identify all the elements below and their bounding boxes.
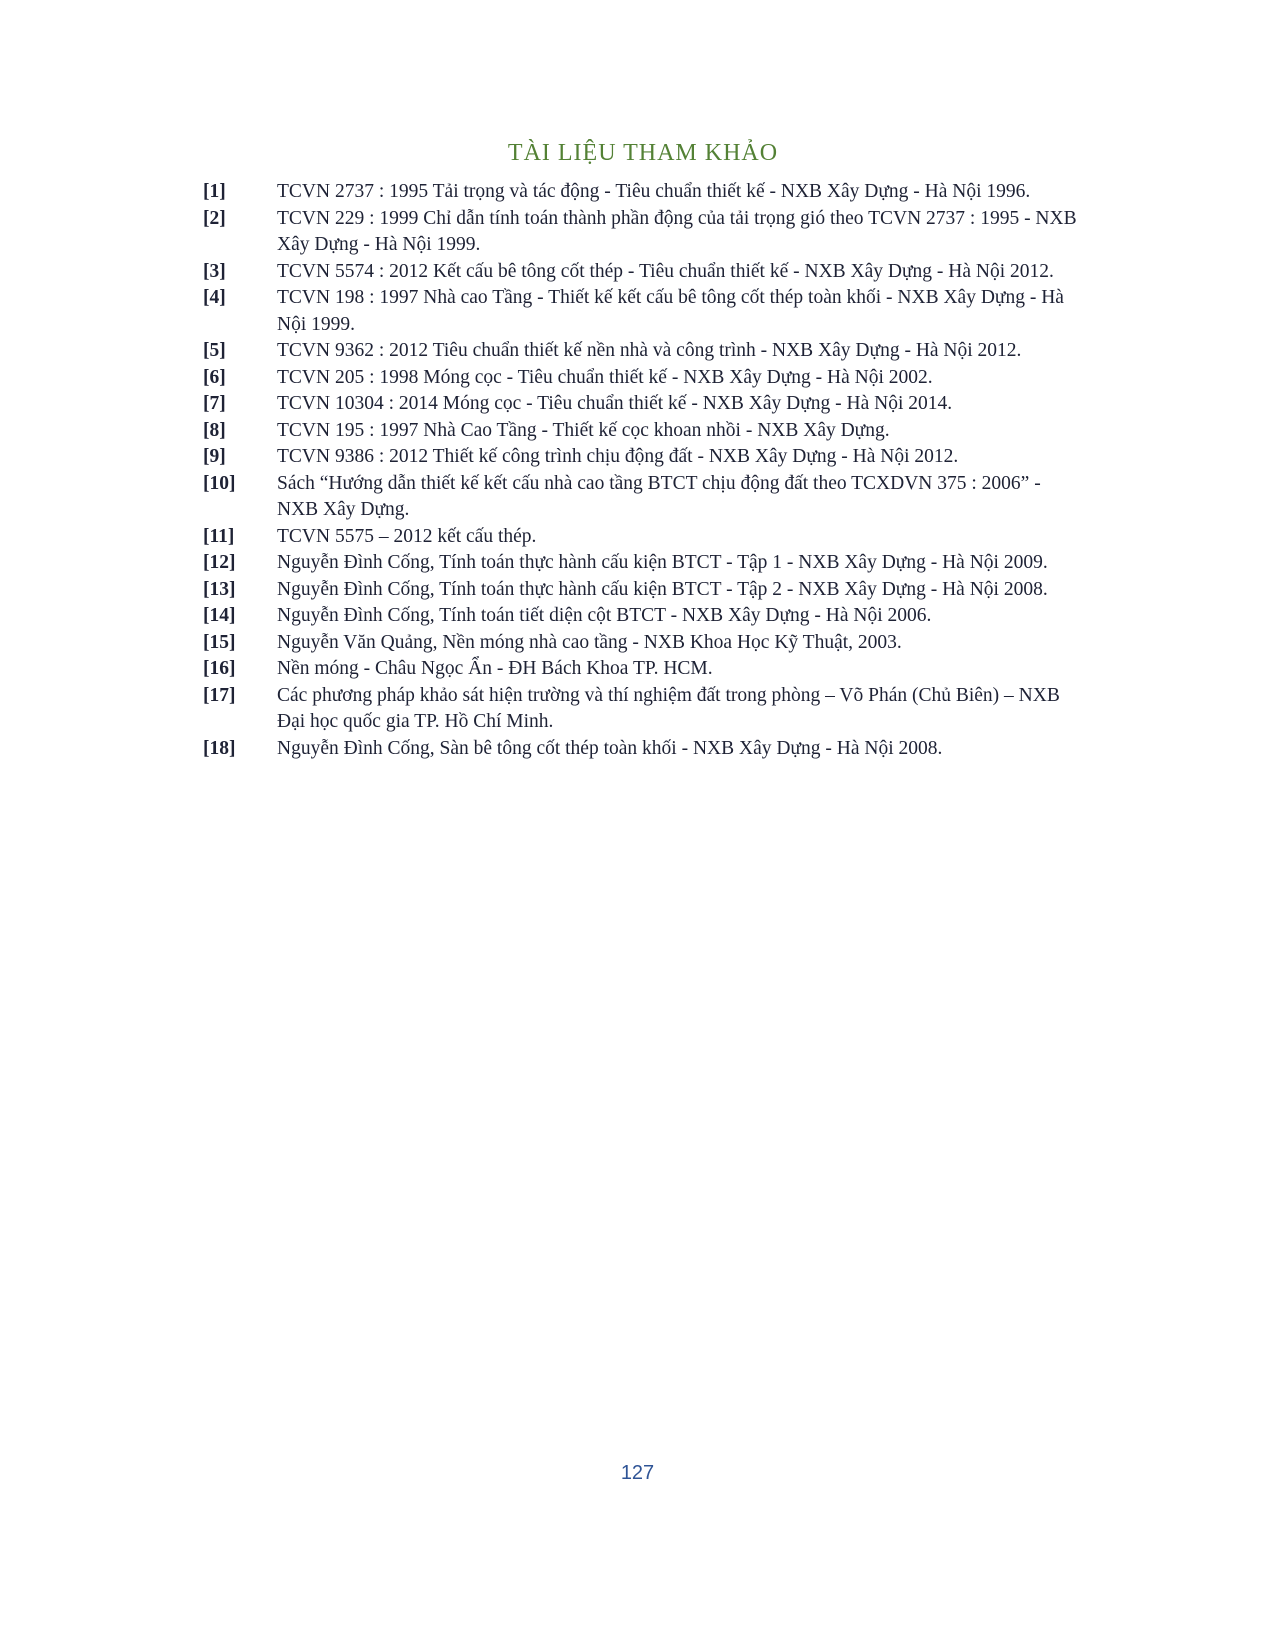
reference-text: Sách “Hướng dẫn thiết kế kết cấu nhà cao tầng BTCT chịu động đất theo TCXDVN 375 : 2006” - NXB Xây Dựng. bbox=[277, 472, 1041, 520]
reference-item bbox=[203, 577, 1083, 604]
reference-text: Nguyễn Đình Cống, Sàn bê tông cốt thép toàn khối - NXB Xây Dựng - Hà Nội 2008. bbox=[277, 737, 943, 759]
reference-number: [13] bbox=[203, 578, 236, 600]
reference-number: [10] bbox=[203, 472, 236, 494]
reference-text: TCVN 10304 : 2014 Móng cọc - Tiêu chuẩn thiết kế - NXB Xây Dựng - Hà Nội 2014. bbox=[277, 393, 953, 414]
reference-number: [1] bbox=[203, 181, 226, 202]
reference-text: TCVN 9362 : 2012 Tiêu chuẩn thiết kế nền nhà và công trình - NXB Xây Dựng - Hà Nội 2012. bbox=[277, 340, 1022, 361]
reference-number: [7] bbox=[203, 393, 226, 414]
page-number: 127 bbox=[620, 1462, 655, 1484]
reference-list bbox=[203, 179, 1083, 762]
reference-text: Nền móng - Châu Ngọc Ẩn - ĐH Bách Khoa TP. HCM. bbox=[277, 658, 713, 679]
reference-item bbox=[203, 179, 1083, 206]
reference-item bbox=[203, 630, 1083, 657]
reference-number: [2] bbox=[203, 207, 226, 229]
reference-text: TCVN 198 : 1997 Nhà cao Tầng - Thiết kế kết cấu bê tông cốt thép toàn khối - NXB Xây Dựng - Hà Nội 1999. bbox=[277, 287, 1064, 335]
reference-item bbox=[203, 259, 1083, 286]
reference-number: [8] bbox=[203, 419, 226, 441]
reference-item bbox=[203, 285, 1083, 338]
reference-item bbox=[203, 365, 1083, 392]
reference-number: [3] bbox=[203, 260, 226, 282]
reference-text: Nguyễn Đình Cống, Tính toán thực hành cấu kiện BTCT - Tập 2 - NXB Xây Dựng - Hà Nội 2008. bbox=[277, 578, 1048, 600]
reference-text: Nguyễn Đình Cống, Tính toán thực hành cấu kiện BTCT - Tập 1 - NXB Xây Dựng - Hà Nội 2009. bbox=[277, 552, 1048, 573]
page-title: TÀI LIỆU THAM KHẢO bbox=[507, 140, 779, 166]
reference-text: TCVN 205 : 1998 Móng cọc - Tiêu chuẩn thiết kế - NXB Xây Dựng - Hà Nội 2002. bbox=[277, 366, 933, 388]
reference-number: [4] bbox=[203, 287, 226, 308]
reference-item bbox=[203, 524, 1083, 551]
reference-text: Các phương pháp khảo sát hiện trường và thí nghiệm đất trong phòng – Võ Phán (Chủ Biên) – NXB Đại học quốc gia TP. Hồ Chí Minh. bbox=[277, 684, 1060, 732]
reference-item bbox=[203, 391, 1083, 418]
reference-item bbox=[203, 444, 1083, 471]
reference-text: Nguyễn Văn Quảng, Nền móng nhà cao tầng - NXB Khoa Học Kỹ Thuật, 2003. bbox=[277, 631, 902, 653]
reference-text: TCVN 2737 : 1995 Tải trọng và tác động - Tiêu chuẩn thiết kế - NXB Xây Dựng - Hà Nội 1996. bbox=[277, 181, 1031, 202]
reference-item bbox=[203, 656, 1083, 683]
reference-item bbox=[203, 683, 1083, 736]
reference-item bbox=[203, 550, 1083, 577]
references-section bbox=[203, 140, 1083, 762]
reference-number: [12] bbox=[203, 552, 236, 573]
reference-text: TCVN 5575 – 2012 kết cấu thép. bbox=[277, 525, 537, 547]
reference-text: TCVN 229 : 1999 Chỉ dẫn tính toán thành phần động của tải trọng gió theo TCVN 2737 : 1995 - NXB Xây Dựng - Hà Nội 1999. bbox=[277, 207, 1077, 255]
reference-item bbox=[203, 206, 1083, 259]
reference-number: [5] bbox=[203, 340, 226, 361]
reference-number: [16] bbox=[203, 658, 236, 679]
reference-item bbox=[203, 471, 1083, 524]
reference-number: [14] bbox=[203, 605, 236, 626]
reference-text: TCVN 9386 : 2012 Thiết kế công trình chịu động đất - NXB Xây Dựng - Hà Nội 2012. bbox=[277, 446, 959, 467]
reference-number: [17] bbox=[203, 684, 236, 706]
reference-text: TCVN 195 : 1997 Nhà Cao Tầng - Thiết kế cọc khoan nhồi - NXB Xây Dựng. bbox=[277, 419, 890, 441]
reference-text: Nguyễn Đình Cống, Tính toán tiết diện cột BTCT - NXB Xây Dựng - Hà Nội 2006. bbox=[277, 605, 932, 626]
reference-item bbox=[203, 418, 1083, 445]
reference-text: TCVN 5574 : 2012 Kết cấu bê tông cốt thép - Tiêu chuẩn thiết kế - NXB Xây Dựng - Hà Nội 2012. bbox=[277, 260, 1054, 282]
reference-number: [11] bbox=[203, 525, 235, 547]
reference-item bbox=[203, 338, 1083, 365]
reference-number: [6] bbox=[203, 366, 226, 388]
reference-item bbox=[203, 736, 1083, 763]
reference-item bbox=[203, 603, 1083, 630]
reference-number: [18] bbox=[203, 737, 236, 759]
reference-number: [15] bbox=[203, 631, 236, 653]
reference-number: [9] bbox=[203, 446, 226, 467]
